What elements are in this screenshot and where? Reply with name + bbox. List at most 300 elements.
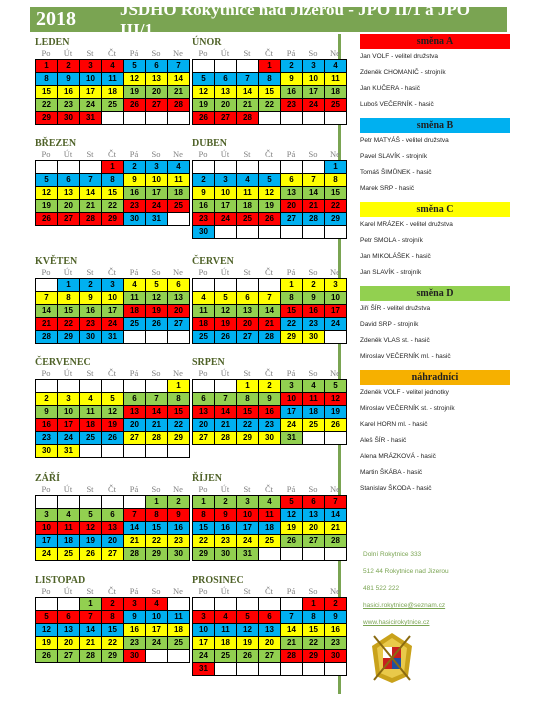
day-cell: [259, 279, 281, 292]
day-cell: 17: [36, 535, 58, 548]
day-cell: 7: [325, 496, 347, 509]
day-cell: [168, 445, 190, 458]
weekday-label: Ne: [330, 586, 340, 596]
day-cell: 11: [215, 624, 237, 637]
weekday-label: Ne: [330, 267, 340, 277]
day-cell: [325, 112, 347, 125]
day-cell: 3: [124, 598, 146, 611]
day-cell: [58, 380, 80, 393]
shift-header: směna D: [360, 286, 510, 301]
week-row: [193, 432, 347, 445]
day-cell: 2: [80, 279, 102, 292]
week-row: [36, 305, 190, 318]
day-cell: 10: [325, 292, 347, 305]
day-cell: 4: [58, 509, 80, 522]
day-cell: 1: [58, 279, 80, 292]
week-row: [36, 380, 190, 393]
day-cell: 16: [168, 522, 190, 535]
day-cell: 20: [124, 419, 146, 432]
week-row: [193, 200, 347, 213]
day-cell: [146, 380, 168, 393]
day-cell: 14: [215, 406, 237, 419]
day-cell: 5: [259, 174, 281, 187]
day-cell: 8: [303, 611, 325, 624]
day-cell: 20: [303, 522, 325, 535]
weekday-label: Út: [220, 586, 230, 596]
week-row: [36, 509, 190, 522]
weekday-label: Čt: [107, 267, 117, 277]
month-calendar: [35, 138, 190, 226]
day-cell: 11: [259, 509, 281, 522]
month-name: SRPEN: [192, 357, 225, 368]
month-calendar: [35, 575, 190, 663]
day-cell: 7: [281, 611, 303, 624]
day-cell: 31: [102, 331, 124, 344]
weekday-label: Ne: [330, 368, 340, 378]
day-cell: 8: [237, 393, 259, 406]
day-cell: 1: [325, 161, 347, 174]
week-row: [36, 99, 190, 112]
weekday-header: [192, 267, 347, 278]
contact-email-link[interactable]: hasici.rokytnice@seznam.cz: [363, 602, 446, 609]
day-cell: 7: [215, 393, 237, 406]
week-row: [193, 187, 347, 200]
day-cell: 23: [215, 535, 237, 548]
month-grid: [192, 160, 347, 239]
weekday-label: Ne: [173, 484, 183, 494]
day-cell: [80, 496, 102, 509]
week-row: [193, 419, 347, 432]
day-cell: [58, 496, 80, 509]
day-cell: 8: [36, 73, 58, 86]
week-row: [193, 305, 347, 318]
day-cell: 28: [80, 650, 102, 663]
week-row: [36, 393, 190, 406]
shift-member: Zdeněk CHOMANIČ - strojník: [360, 69, 446, 76]
week-row: [193, 509, 347, 522]
day-cell: 8: [58, 292, 80, 305]
contact-web-link[interactable]: www.hasicirokytnice.cz: [363, 619, 430, 626]
day-cell: 11: [168, 611, 190, 624]
day-cell: 13: [281, 187, 303, 200]
day-cell: [237, 279, 259, 292]
day-cell: [281, 112, 303, 125]
day-cell: 16: [80, 305, 102, 318]
day-cell: 29: [303, 650, 325, 663]
day-cell: 2: [215, 496, 237, 509]
day-cell: 7: [80, 611, 102, 624]
weekday-header: [35, 484, 190, 495]
week-row: [193, 650, 347, 663]
day-cell: 20: [281, 200, 303, 213]
month-calendar: [192, 473, 347, 561]
shift-header: směna B: [360, 118, 510, 133]
weekday-header: [35, 368, 190, 379]
day-cell: [281, 161, 303, 174]
day-cell: 4: [237, 174, 259, 187]
day-cell: 5: [281, 496, 303, 509]
day-cell: 16: [124, 624, 146, 637]
day-cell: [303, 161, 325, 174]
day-cell: 21: [215, 419, 237, 432]
weekday-label: Út: [220, 368, 230, 378]
day-cell: [193, 161, 215, 174]
month-grid: [192, 597, 347, 676]
day-cell: 27: [58, 213, 80, 226]
day-cell: 5: [80, 509, 102, 522]
weekday-label: So: [308, 586, 318, 596]
week-row: [193, 548, 347, 561]
day-cell: 19: [193, 99, 215, 112]
day-cell: 1: [168, 380, 190, 393]
weekday-label: Pá: [286, 149, 296, 159]
day-cell: [259, 663, 281, 676]
weekday-label: So: [151, 484, 161, 494]
day-cell: [281, 226, 303, 239]
day-cell: [237, 663, 259, 676]
month-name: KVĚTEN: [35, 256, 78, 267]
day-cell: [237, 598, 259, 611]
day-cell: 21: [168, 86, 190, 99]
shift-block: [360, 286, 510, 365]
day-cell: 21: [124, 535, 146, 548]
day-cell: 27: [146, 99, 168, 112]
day-cell: 15: [237, 406, 259, 419]
weekday-label: So: [151, 368, 161, 378]
month-grid: [192, 59, 347, 125]
weekday-header: [35, 586, 190, 597]
weekday-label: St: [86, 484, 94, 494]
day-cell: 8: [281, 292, 303, 305]
day-cell: 10: [215, 187, 237, 200]
weekday-label: Čt: [107, 48, 117, 58]
day-cell: 26: [80, 548, 102, 561]
day-cell: 14: [80, 624, 102, 637]
day-cell: 14: [168, 73, 190, 86]
day-cell: 5: [124, 60, 146, 73]
day-cell: 17: [146, 624, 168, 637]
weekday-label: Po: [41, 149, 51, 159]
day-cell: 28: [80, 213, 102, 226]
day-cell: [303, 663, 325, 676]
day-cell: 15: [36, 86, 58, 99]
weekday-label: So: [308, 484, 318, 494]
day-cell: 19: [124, 86, 146, 99]
day-cell: 14: [303, 187, 325, 200]
day-cell: 25: [215, 650, 237, 663]
day-cell: 18: [193, 318, 215, 331]
weekday-label: Út: [220, 267, 230, 277]
day-cell: 19: [325, 406, 347, 419]
weekday-label: St: [243, 149, 251, 159]
day-cell: 28: [168, 99, 190, 112]
weekday-label: Út: [63, 267, 73, 277]
day-cell: 4: [80, 393, 102, 406]
day-cell: 28: [281, 650, 303, 663]
weekday-label: St: [86, 368, 94, 378]
day-cell: 18: [303, 406, 325, 419]
weekday-label: Út: [220, 48, 230, 58]
shift-member: Alena MRÁZKOVÁ - hasič: [360, 453, 436, 460]
day-cell: 3: [281, 380, 303, 393]
day-cell: 25: [124, 318, 146, 331]
day-cell: 4: [303, 380, 325, 393]
day-cell: 13: [146, 73, 168, 86]
day-cell: 9: [193, 187, 215, 200]
week-row: [193, 611, 347, 624]
day-cell: 23: [124, 637, 146, 650]
day-cell: 18: [58, 535, 80, 548]
day-cell: 26: [36, 213, 58, 226]
day-cell: 6: [146, 60, 168, 73]
day-cell: 1: [193, 496, 215, 509]
contact-address: Dolní Rokytnice 333: [363, 551, 422, 558]
day-cell: 13: [168, 292, 190, 305]
shift-member: Jan MIKOLÁŠEK - hasič: [360, 253, 431, 260]
day-cell: 30: [325, 650, 347, 663]
weekday-label: So: [151, 149, 161, 159]
day-cell: 6: [259, 611, 281, 624]
weekday-label: St: [243, 368, 251, 378]
day-cell: 22: [102, 637, 124, 650]
day-cell: 10: [36, 522, 58, 535]
day-cell: 1: [102, 161, 124, 174]
day-cell: 24: [303, 99, 325, 112]
day-cell: 20: [146, 86, 168, 99]
day-cell: 30: [303, 331, 325, 344]
day-cell: 19: [237, 637, 259, 650]
day-cell: [102, 112, 124, 125]
shift-block: [360, 202, 510, 281]
day-cell: 14: [146, 406, 168, 419]
month-name: LEDEN: [35, 37, 70, 48]
day-cell: 4: [102, 60, 124, 73]
weekday-label: So: [151, 48, 161, 58]
day-cell: 7: [124, 509, 146, 522]
week-row: [36, 650, 190, 663]
week-row: [193, 331, 347, 344]
day-cell: 13: [124, 406, 146, 419]
day-cell: 16: [259, 406, 281, 419]
day-cell: 26: [146, 318, 168, 331]
day-cell: 15: [102, 187, 124, 200]
day-cell: 13: [58, 624, 80, 637]
week-row: [193, 161, 347, 174]
day-cell: 31: [237, 548, 259, 561]
day-cell: 10: [58, 406, 80, 419]
day-cell: 30: [58, 112, 80, 125]
day-cell: 5: [215, 292, 237, 305]
day-cell: 3: [80, 60, 102, 73]
day-cell: 22: [102, 200, 124, 213]
day-cell: [124, 496, 146, 509]
day-cell: 12: [146, 292, 168, 305]
shift-header: směna A: [360, 34, 510, 49]
week-row: [36, 292, 190, 305]
day-cell: 5: [36, 611, 58, 624]
month-calendar: [192, 37, 347, 125]
day-cell: 23: [80, 318, 102, 331]
day-cell: 17: [58, 419, 80, 432]
day-cell: 9: [168, 509, 190, 522]
weekday-label: Čt: [264, 267, 274, 277]
month-name: ZÁŘÍ: [35, 473, 61, 484]
day-cell: 21: [281, 637, 303, 650]
day-cell: 17: [325, 305, 347, 318]
day-cell: 8: [193, 509, 215, 522]
weekday-label: St: [243, 267, 251, 277]
day-cell: 28: [124, 548, 146, 561]
day-cell: [325, 548, 347, 561]
weekday-label: Ne: [330, 484, 340, 494]
day-cell: 27: [168, 318, 190, 331]
day-cell: 3: [325, 279, 347, 292]
day-cell: 31: [146, 213, 168, 226]
month-name: ČERVENEC: [35, 357, 91, 368]
month-grid: [35, 160, 190, 226]
day-cell: 25: [168, 637, 190, 650]
day-cell: 5: [237, 611, 259, 624]
day-cell: 12: [237, 624, 259, 637]
day-cell: [303, 226, 325, 239]
day-cell: 4: [215, 611, 237, 624]
day-cell: 27: [58, 650, 80, 663]
day-cell: 9: [36, 406, 58, 419]
week-row: [36, 432, 190, 445]
day-cell: 23: [259, 419, 281, 432]
day-cell: 29: [168, 432, 190, 445]
day-cell: 18: [325, 86, 347, 99]
day-cell: 2: [124, 161, 146, 174]
day-cell: 13: [102, 522, 124, 535]
day-cell: 11: [168, 174, 190, 187]
day-cell: 31: [281, 432, 303, 445]
week-row: [193, 73, 347, 86]
day-cell: 1: [146, 496, 168, 509]
day-cell: [58, 598, 80, 611]
day-cell: 27: [303, 535, 325, 548]
week-row: [193, 522, 347, 535]
day-cell: [124, 112, 146, 125]
day-cell: 15: [325, 187, 347, 200]
weekday-label: Pá: [286, 368, 296, 378]
shift-header: náhradníci: [360, 370, 510, 385]
day-cell: 7: [146, 393, 168, 406]
week-row: [36, 187, 190, 200]
month-grid: [35, 597, 190, 663]
day-cell: [215, 598, 237, 611]
day-cell: 19: [36, 200, 58, 213]
day-cell: 23: [303, 318, 325, 331]
day-cell: 16: [325, 624, 347, 637]
day-cell: 28: [259, 331, 281, 344]
day-cell: [237, 60, 259, 73]
weekday-label: Čt: [264, 48, 274, 58]
day-cell: 9: [303, 292, 325, 305]
weekday-label: Út: [63, 484, 73, 494]
day-cell: 4: [146, 598, 168, 611]
weekday-label: Pá: [129, 149, 139, 159]
week-row: [36, 624, 190, 637]
day-cell: 16: [36, 419, 58, 432]
shift-member: Miroslav VEČERNÍK st. - strojník: [360, 405, 455, 412]
day-cell: [124, 331, 146, 344]
day-cell: 26: [102, 432, 124, 445]
day-cell: 25: [168, 200, 190, 213]
day-cell: 22: [36, 99, 58, 112]
day-cell: 7: [303, 174, 325, 187]
weekday-label: Čt: [107, 149, 117, 159]
weekday-label: St: [86, 267, 94, 277]
day-cell: 25: [80, 432, 102, 445]
day-cell: [124, 380, 146, 393]
day-cell: 8: [259, 73, 281, 86]
day-cell: 9: [215, 509, 237, 522]
day-cell: 1: [80, 598, 102, 611]
day-cell: 20: [237, 318, 259, 331]
day-cell: 5: [325, 380, 347, 393]
day-cell: [259, 548, 281, 561]
weekday-header: [35, 267, 190, 278]
day-cell: [80, 445, 102, 458]
day-cell: 14: [36, 305, 58, 318]
week-row: [36, 161, 190, 174]
week-row: [36, 174, 190, 187]
day-cell: 15: [259, 86, 281, 99]
day-cell: 17: [193, 637, 215, 650]
weekday-label: St: [243, 484, 251, 494]
day-cell: 2: [58, 60, 80, 73]
shift-member: Petr SMOLA - strojník: [360, 237, 423, 244]
day-cell: 15: [193, 522, 215, 535]
weekday-label: Po: [41, 267, 51, 277]
day-cell: 2: [281, 60, 303, 73]
day-cell: [259, 161, 281, 174]
day-cell: [215, 663, 237, 676]
day-cell: [303, 548, 325, 561]
day-cell: [146, 650, 168, 663]
shift-member: Jan SLAVÍK - strojník: [360, 269, 422, 276]
day-cell: 7: [237, 73, 259, 86]
day-cell: [193, 380, 215, 393]
week-row: [36, 60, 190, 73]
day-cell: 28: [303, 213, 325, 226]
day-cell: 30: [215, 548, 237, 561]
day-cell: 22: [58, 318, 80, 331]
day-cell: 3: [36, 509, 58, 522]
day-cell: 12: [193, 86, 215, 99]
week-row: [36, 445, 190, 458]
day-cell: 8: [168, 393, 190, 406]
day-cell: [281, 548, 303, 561]
day-cell: 16: [58, 86, 80, 99]
day-cell: 24: [237, 535, 259, 548]
day-cell: 2: [102, 598, 124, 611]
shift-member: Jan VOLF - velitel družstva: [360, 53, 439, 60]
day-cell: 29: [237, 432, 259, 445]
day-cell: 17: [237, 522, 259, 535]
day-cell: 8: [102, 174, 124, 187]
weekday-label: So: [308, 267, 318, 277]
weekday-label: So: [308, 149, 318, 159]
month-calendar: [35, 256, 190, 344]
day-cell: 30: [168, 548, 190, 561]
week-row: [36, 522, 190, 535]
day-cell: 6: [102, 509, 124, 522]
day-cell: [325, 663, 347, 676]
day-cell: [102, 380, 124, 393]
day-cell: [281, 663, 303, 676]
